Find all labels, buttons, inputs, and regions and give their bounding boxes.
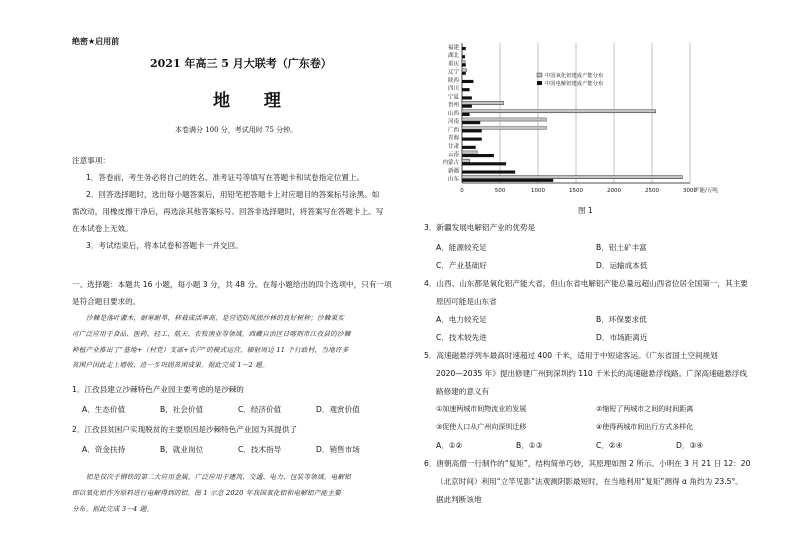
category-label: 辽宁	[447, 69, 459, 76]
bar-electrolytic-aluminum	[462, 72, 466, 75]
q5-option-a[interactable]: A．①②	[436, 441, 463, 450]
q3-option-b[interactable]: B．铝土矿丰富	[596, 243, 647, 252]
q4-option-d[interactable]: D．市场距离近	[596, 333, 648, 342]
bar-electrolytic-aluminum	[462, 121, 480, 124]
note-item: 3．考试结束后，将本试卷和答题卡一并交回。	[86, 241, 243, 250]
x-tick-label: 2500	[645, 188, 659, 194]
bar-electrolytic-aluminum	[462, 88, 470, 91]
q4-option-b[interactable]: B．环保要求低	[596, 315, 647, 324]
question-4: 4．山西、山东都是氧化铝产能大省，但山东省电解铝产能总量远超山西省位居全国第一，其主要	[424, 279, 748, 288]
section-line: 一、选择题：本题共 16 小题，每小题 3 分，共 48 分。在每小题给出的四个选项中，只有一项	[72, 280, 392, 289]
q3-option-c[interactable]: C．产业基础好	[436, 261, 487, 270]
bar-alumina	[462, 126, 546, 129]
bar-electrolytic-aluminum	[462, 80, 473, 83]
q4-option-c[interactable]: C．技术较先进	[436, 333, 487, 342]
subject-title: 地 理	[213, 91, 295, 111]
q3-option-d[interactable]: D．运输成本低	[596, 261, 648, 270]
category-label: 宁夏	[447, 94, 459, 101]
question-3: 3．新疆发展电解铝产业的优势是	[424, 223, 536, 232]
material-line: 可广泛应用于食品、医药、轻工、航天、农牧渔业等领域。西藏自治区日喀则市江孜县的沙棘	[72, 329, 351, 338]
x-tick-label: 2000	[607, 188, 621, 194]
q1-option-a[interactable]: A．生态价值	[82, 405, 126, 414]
q5-option-b[interactable]: B．①③	[516, 441, 543, 450]
bar-alumina	[462, 60, 465, 63]
question-5: 5．高速磁悬浮列车最高时速超过 400 千米，适用于中短途客运。《广东省国土空间规划	[424, 351, 718, 360]
legend-swatch-electrolytic	[537, 81, 542, 85]
note-item: 2．回答选择题时，选出每小题答案后，用铅笔把答题卡上对应题目的答案标号涂黑。如	[86, 190, 380, 199]
q3-option-a[interactable]: A．能源较充足	[436, 243, 487, 252]
note-item: 需改动，用橡皮擦干净后，再选涂其他答案标号。回答非选择题时，将答案写在答题卡上。写	[72, 207, 384, 216]
category-label: 新疆	[447, 168, 459, 175]
category-label: 湖北	[447, 53, 459, 60]
q2-option-d[interactable]: D．销售市场	[316, 445, 360, 454]
x-tick-label: 500	[494, 188, 506, 194]
q5-item-4: ④使得两城市间出行方式多样化	[596, 423, 694, 431]
bar-electrolytic-aluminum	[462, 63, 466, 66]
q2-option-a[interactable]: A．资金扶持	[82, 445, 126, 454]
material-seabuckthorn	[72, 311, 402, 374]
x-tick-label: 3000	[683, 188, 697, 194]
bar-electrolytic-aluminum	[462, 179, 553, 182]
category-label: 陕西	[447, 77, 459, 84]
questions-3-6	[424, 222, 754, 512]
question-2: 2．江孜县贫困户实现脱贫的主要原因是沙棘特色产业园为其提供了	[72, 425, 298, 434]
q5-option-d[interactable]: D．③④	[676, 441, 704, 450]
aluminum-capacity-chart	[424, 35, 724, 215]
q5-item-1: ①加速两城市间物流业的发展	[436, 405, 527, 413]
q5-item-3: ③促使人口从广州向深圳迁移	[436, 423, 527, 431]
bar-electrolytic-aluminum	[462, 129, 482, 132]
q4-option-a[interactable]: A．电力较充足	[436, 315, 487, 324]
question-5-line: 路修建的意义有	[436, 387, 490, 396]
bar-electrolytic-aluminum	[462, 154, 494, 157]
section-line: 是符合题目要求的。	[72, 297, 141, 306]
notes-section	[72, 152, 402, 254]
question-4-line: 原因可能是山东省	[436, 297, 497, 306]
category-label: 青海	[447, 135, 459, 142]
legend-label-electrolytic: 中国电解铝建成产能分布	[545, 81, 604, 87]
bar-electrolytic-aluminum	[462, 55, 465, 58]
exam-title: 2021 年高三 5 月大联考（广东卷）	[150, 57, 332, 70]
material-line: 沙棘是落叶灌木，耐寒耐旱，移栽成活率高，是营造防风固沙林的良好树种；沙棘果实	[86, 314, 345, 322]
category-label: 福建	[447, 44, 459, 51]
question-5-line: 2020—2035 年》提出修建广州到深圳约 110 千米长的高速磁悬浮线路。广深高速磁悬浮线	[436, 369, 747, 378]
bar-electrolytic-aluminum	[462, 170, 515, 173]
note-item: 1．答卷前，考生务必将自己的姓名、准考证号等填写在答题卡和试卷指定位置上。	[86, 173, 365, 182]
material-aluminum	[72, 470, 402, 517]
question-1: 1．江孜县建立沙棘特色产业园主要考虑的是沙棘的	[72, 385, 244, 394]
bar-alumina	[462, 69, 467, 72]
material-line: 贫困户因此走上增收，进一步巩固贫困成果。据此完成 1～2 题。	[72, 361, 269, 370]
bar-electrolytic-aluminum	[462, 47, 466, 50]
q1-option-d[interactable]: D．观赏价值	[316, 405, 360, 414]
category-label: 四川	[447, 86, 459, 93]
bar-electrolytic-aluminum	[462, 162, 506, 165]
q2-option-b[interactable]: B．就业岗位	[160, 445, 204, 454]
q1-option-c[interactable]: C．经济价值	[238, 405, 282, 414]
bar-alumina	[462, 110, 656, 113]
category-label: 甘肃	[447, 143, 459, 150]
bar-electrolytic-aluminum	[462, 105, 472, 108]
material-line: 分布。据此完成 3～4 题。	[72, 504, 154, 513]
q5-item-2: ②缩短了两城市之间的时间距离	[596, 405, 694, 413]
material-line: 铝是仅次于钢铁的第二大应用金属，广泛应用于建筑、交通、电力、包装等领域。电解铝	[86, 473, 351, 481]
exam-info: 本卷满分 100 分，考试用时 75 分钟。	[175, 126, 298, 134]
legend-swatch-alumina	[537, 73, 542, 77]
legend-label-alumina: 中国氧化铝建成产能分布	[545, 73, 604, 79]
questions-1-2	[72, 384, 402, 464]
question-6: 6．唐朝高僧一行制作的“复矩”，结构简单巧妙，其原理如图 2 所示。小明在 3 月 21 日 12：20	[424, 459, 751, 468]
x-unit-label: 产能/万吨	[694, 188, 718, 194]
material-line: 种植产业推出了“基地+（村党）支部+农户”的模式运营，辐射周边 11 个行政村，当地许多	[72, 345, 349, 354]
category-label: 广西	[447, 127, 459, 134]
secret-label: 绝密★启用前	[72, 37, 120, 46]
category-label: 河南	[447, 119, 459, 126]
category-label: 山西	[447, 110, 459, 117]
q5-option-c[interactable]: C．②④	[596, 441, 623, 450]
bar-alumina	[462, 176, 682, 179]
section-intro	[72, 276, 402, 310]
question-6-line: 据此判断该地	[436, 495, 482, 504]
x-tick-label: 1000	[531, 188, 545, 194]
material-line: 即以氧化铝作为原料进行电解得到的铝。图 1 示意 2020 年我国氧化铝和电解铝产能主要	[72, 488, 341, 497]
bar-alumina	[462, 101, 504, 104]
bar-electrolytic-aluminum	[462, 113, 470, 116]
category-label: 内蒙古	[442, 160, 459, 167]
bar-electrolytic-aluminum	[462, 138, 482, 141]
bar-alumina	[462, 159, 470, 162]
category-label: 贵州	[447, 102, 459, 109]
category-label: 重庆	[447, 61, 459, 68]
question-6-line: （北京时间）利用“立竿见影”法观测阴影最短时，在当地利用“复矩”测得 α 角约为 23.5°。	[436, 477, 743, 486]
bar-electrolytic-aluminum	[462, 146, 476, 149]
figure-caption: 图 1	[578, 206, 593, 215]
bar-alumina	[462, 151, 477, 154]
x-tick-label: 0	[460, 188, 464, 194]
q2-option-c[interactable]: C．技术指导	[238, 445, 282, 454]
bar-alumina	[462, 118, 546, 121]
x-tick-label: 1500	[569, 188, 583, 194]
q1-option-b[interactable]: B．社会价值	[160, 405, 204, 414]
note-item: 在本试卷上无效。	[72, 224, 133, 233]
category-label: 山东	[447, 176, 459, 183]
bar-electrolytic-aluminum	[462, 96, 472, 99]
category-label: 云南	[447, 151, 459, 158]
notes-heading: 注意事项：	[72, 156, 110, 165]
